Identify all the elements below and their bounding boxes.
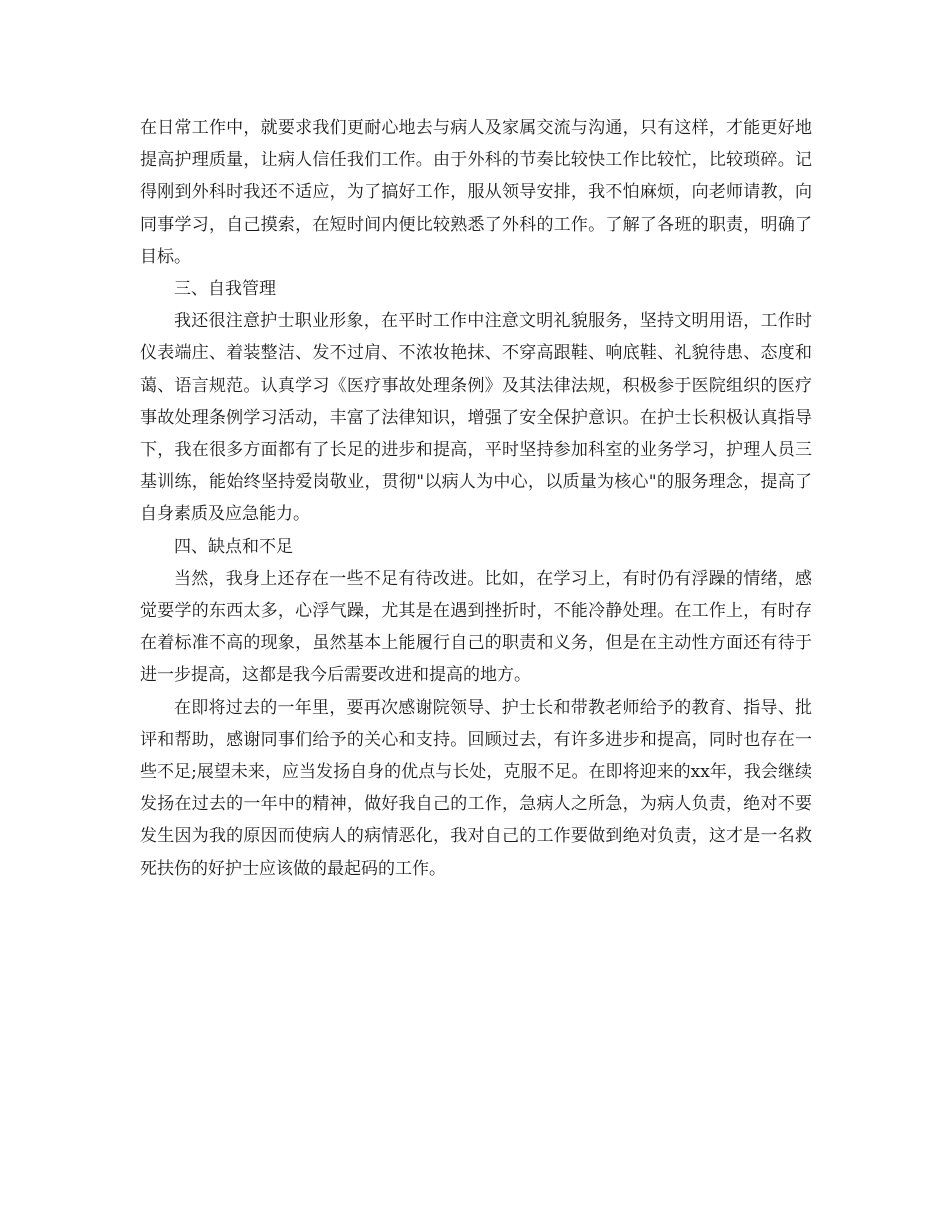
paragraph-closing-thanks: 在即将过去的一年里，要再次感谢院领导、护士长和带教老师给予的教育、指导、批评和帮助，感谢同事们给予的关心和支持。回顾过去，有许多进步和提高，同时也存在一些不足;展望未来，应当发扬自身的优点与长处，克服不足。在即将迎来的xx年，我会继续发扬在过去的一年中的精神，做好我自己的工作，急病人之所急，为病人负责，绝对不要发生因为我的原因而使病人的病情恶化，我对自己的工作要做到绝对负责，这才是一名救死扶伤的好护士应该做的最起码的工作。 (140, 697, 812, 879)
paragraph-areas-to-improve: 当然，我身上还存在一些不足有待改进。比如，在学习上，有时仍有浮躁的情绪，感觉要学的东西太多，心浮气躁，尤其是在遇到挫折时，不能冷静处理。在工作上，有时存在着标准不高的现象，虽然基本上能履行自己的职责和义务，但是在主动性方面还有待于进一步提高，这都是我今后需要改进和提高的地方。 (140, 568, 812, 686)
paragraph-professional-image: 我还很注意护士职业形象，在平时工作中注意文明礼貌服务，坚持文明用语，工作时仪表端庄、着装整洁、发不过肩、不浓妆艳抹、不穿高跟鞋、响底鞋、礼貌待患、态度和蔼、语言规范。认真学习《医疗事故处理条例》及其法律法规，积极参于医院组织的医疗事故处理条例学习活动，丰富了法律知识，增强了安全保护意识。在护士长积极认真指导下，我在很多方面都有了长足的进步和提高，平时坚持参加科室的业务学习，护理人员三基训练，能始终坚持爱岗敬业，贯彻"以病人为中心，以质量为核心"的服务理念，提高了自身素质及应急能力。 (140, 311, 812, 525)
paragraph-work-communication: 在日常工作中，就要求我们更耐心地去与病人及家属交流与沟通，只有这样，才能更好地提高护理质量，让病人信任我们工作。由于外科的节奏比较快工作比较忙，比较琐碎。记得刚到外科时我还不适应，为了搞好工作，服从领导安排，我不怕麻烦，向老师请教，向同事学习，自己摸索，在短时间内便比较熟悉了外科的工作。了解了各班的职责，明确了目标。 (140, 118, 812, 267)
section-heading-shortcomings: 四、缺点和不足 (174, 536, 293, 557)
section-heading-self-management: 三、自我管理 (174, 279, 276, 300)
document-body (140, 112, 812, 885)
